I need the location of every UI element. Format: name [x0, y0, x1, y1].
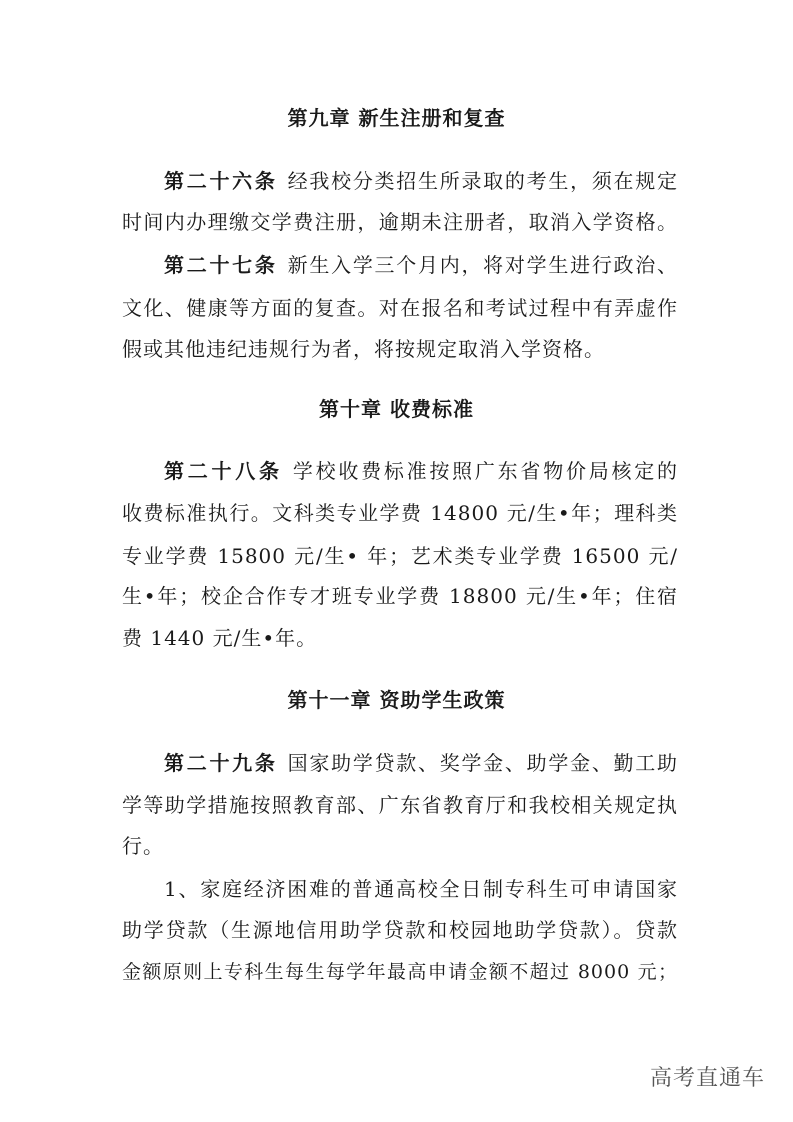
- article-27-line-3: 假或其他违纪违规行为者，将按规定取消入学资格。: [122, 337, 605, 361]
- item-1-line-1: 1、家庭经济困难的普通高校全日制专科生可申请国家: [164, 877, 678, 901]
- article-27-text-1: 新生入学三个月内，将对学生进行政治、: [287, 253, 679, 277]
- article-29-line-1: [164, 751, 678, 775]
- article-28-label: 第二十八条: [164, 459, 283, 483]
- chapter-10-heading: 第十章 收费标准: [319, 397, 474, 421]
- article-26-line-1: [164, 169, 678, 193]
- article-27-label: 第二十七条: [164, 253, 278, 277]
- article-29-label: 第二十九条: [164, 751, 278, 775]
- article-28-line-3: 专业学费 15800 元/生• 年；艺术类专业学费 16500 元/: [122, 544, 678, 568]
- article-28-text-1: 学校收费标准按照广东省物价局核定的: [292, 459, 679, 483]
- article-29-line-2: 学等助学措施按照教育部、广东省教育厅和我校相关规定执: [122, 793, 678, 817]
- article-29-text-1: 国家助学贷款、奖学金、助学金、勤工助: [287, 751, 679, 775]
- article-27-line-2: 文化、健康等方面的复查。对在报名和考试过程中有弄虚作: [122, 296, 678, 320]
- article-29-line-3: 行。: [122, 834, 164, 858]
- article-27-line-1: [164, 253, 678, 277]
- article-26-label: 第二十六条: [164, 169, 278, 193]
- article-26-text-1: 经我校分类招生所录取的考生，须在规定: [287, 169, 679, 193]
- article-28-line-1: [164, 459, 678, 483]
- item-1-line-3: 金额原则上专科生每生每学年最高申请金额不超过 8000 元；: [122, 961, 678, 983]
- chapter-9-heading: 第九章 新生注册和复查: [287, 106, 506, 130]
- chapter-11-heading: 第十一章 资助学生政策: [287, 688, 506, 712]
- article-28-line-5: 费 1440 元/生•年。: [122, 626, 318, 650]
- watermark-text: 高考直通车: [649, 1066, 765, 1091]
- item-1-line-2: 助学贷款（生源地信用助学贷款和校园地助学贷款）。贷款: [122, 918, 678, 942]
- article-26-line-2: 时间内办理缴交学费注册，逾期未注册者，取消入学资格。: [122, 210, 678, 234]
- article-28-line-4: 生•年；校企合作专才班专业学费 18800 元/生•年；住宿: [122, 584, 678, 608]
- article-28-line-2: 收费标准执行。文科类专业学费 14800 元/生•年；理科类: [122, 501, 678, 525]
